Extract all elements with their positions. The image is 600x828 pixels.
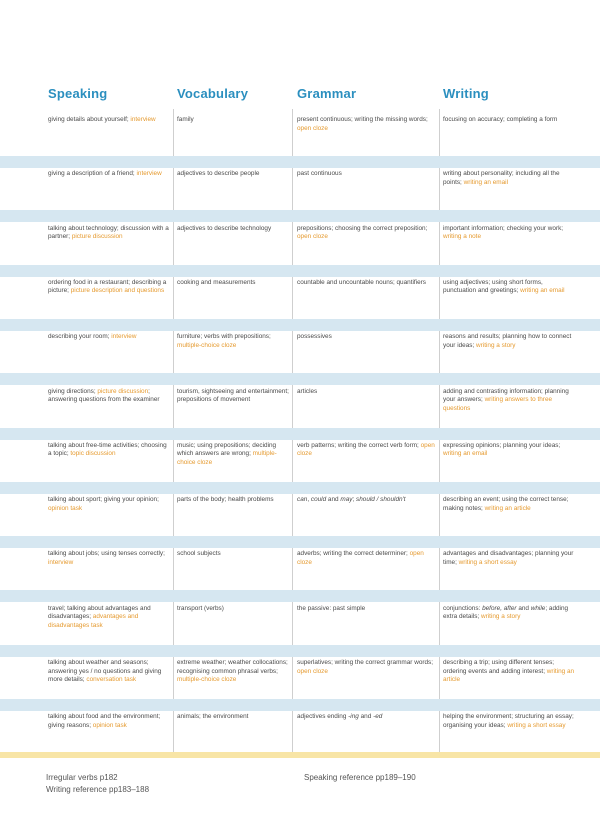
- cell-text: ,: [307, 496, 311, 504]
- cell-writing: [443, 333, 575, 371]
- cell-grammar: [297, 496, 437, 534]
- cell-writing: [443, 279, 575, 317]
- band-blue: [0, 699, 600, 711]
- cell-text: cooking and measurements: [177, 278, 256, 286]
- exam-task-label: writing an article: [443, 667, 575, 684]
- cell-text: focusing on accuracy; completing a form: [443, 116, 558, 123]
- cell-text: while: [530, 604, 546, 612]
- cell-vocabulary: [177, 333, 291, 371]
- cell-vocabulary: [177, 225, 291, 263]
- exam-task-label: interview: [111, 333, 137, 341]
- cell-text: could: [310, 496, 327, 504]
- band-yellow: [0, 752, 600, 758]
- cell-speaking: [48, 496, 170, 534]
- band-blue: [0, 373, 600, 385]
- cell-grammar: [297, 713, 437, 751]
- cell-speaking: [48, 279, 170, 317]
- cell-text: should / shouldn't: [356, 496, 406, 504]
- cell-speaking: [48, 333, 170, 371]
- band-blue: [0, 645, 600, 657]
- cell-text: extreme weather; weather collocations; recognising common phrasal verbs;: [177, 659, 288, 675]
- cell-grammar: [297, 116, 437, 154]
- cell-text: adverbs; writing the correct determiner;: [297, 550, 410, 558]
- cell-writing: [443, 496, 575, 534]
- cell-text: ; answering questions from the examiner: [48, 387, 160, 404]
- exam-task-label: writing a short essay: [507, 721, 566, 729]
- cell-vocabulary: [177, 388, 291, 426]
- cell-vocabulary: [177, 442, 291, 480]
- cell-speaking: [48, 442, 170, 480]
- header-speaking: Speaking: [48, 86, 108, 101]
- cell-text: advantages and disadvantages; planning your time;: [443, 550, 574, 566]
- footer-writing-reference: Writing reference pp183–188: [46, 785, 150, 794]
- cell-vocabulary: [177, 659, 291, 697]
- cell-vocabulary: [177, 170, 291, 208]
- cell-text: ordering food in a restaurant; describing a picture;: [48, 278, 167, 295]
- cell-text: talking about free-time activities; choosing a topic;: [48, 441, 167, 458]
- exam-task-label: writing an email: [443, 450, 488, 458]
- cell-text: music; using prepositions; deciding which answers are wrong;: [177, 441, 277, 458]
- cell-grammar: [297, 550, 437, 588]
- cell-text: furniture; verbs with prepositions;: [177, 333, 271, 341]
- cell-text: adjectives to describe people: [177, 170, 260, 178]
- cell-grammar: [297, 279, 437, 317]
- band-blue: [0, 590, 600, 602]
- cell-text: talking about technology; discussion with a partner;: [48, 224, 169, 241]
- exam-task-label: open cloze: [297, 233, 328, 241]
- cell-text: expressing opinions; planning your ideas;: [443, 441, 561, 449]
- exam-task-label: multiple-choice cloze: [177, 341, 237, 349]
- exam-task-label: writing an article: [484, 504, 531, 512]
- cell-text: writing about personality; including all the points;: [443, 170, 560, 186]
- cell-writing: [443, 170, 575, 208]
- exam-task-label: open cloze: [297, 124, 328, 132]
- cell-text: conjunctions:: [443, 604, 483, 612]
- cell-writing: [443, 605, 575, 643]
- cell-text: ; adding extra details;: [443, 604, 569, 621]
- cell-speaking: [48, 388, 170, 426]
- cell-grammar: [297, 225, 437, 263]
- exam-task-label: conversation task: [86, 676, 137, 684]
- exam-task-label: topic discussion: [70, 450, 116, 458]
- cell-speaking: [48, 170, 170, 208]
- cell-text: talking about weather and seasons; answering yes / no questions and giving more details;: [48, 659, 162, 684]
- cell-text: past continuous: [297, 170, 342, 178]
- band-blue: [0, 428, 600, 440]
- cell-speaking: [48, 713, 170, 751]
- cell-vocabulary: [177, 713, 291, 751]
- cell-text: before, after: [482, 604, 517, 612]
- cell-grammar: [297, 442, 437, 480]
- cell-text: adding and contrasting information; planning your answers;: [443, 387, 569, 404]
- exam-task-label: writing a short essay: [458, 558, 517, 566]
- cell-writing: [443, 659, 575, 697]
- header-vocabulary: Vocabulary: [177, 86, 249, 101]
- exam-task-label: writing an email: [463, 178, 509, 186]
- band-blue: [0, 156, 600, 168]
- cell-text: transport (verbs): [177, 604, 224, 612]
- band-blue: [0, 536, 600, 548]
- cell-writing: [443, 442, 575, 480]
- cell-text: and: [516, 604, 531, 612]
- cell-text: using adjectives; using short forms, punctuation and greetings;: [443, 278, 543, 295]
- band-blue: [0, 319, 600, 331]
- exam-task-label: writing a note: [443, 233, 482, 241]
- cell-text: and: [326, 496, 341, 504]
- footer-irregular-verbs: Irregular verbs p182: [46, 773, 118, 782]
- cell-text: adjectives ending: [297, 713, 349, 721]
- band-blue: [0, 265, 600, 277]
- cell-text: talking about sport; giving your opinion;: [48, 496, 159, 504]
- cell-vocabulary: [177, 605, 291, 643]
- cell-grammar: [297, 170, 437, 208]
- cell-speaking: [48, 225, 170, 263]
- cell-speaking: [48, 116, 170, 154]
- cell-vocabulary: [177, 496, 291, 534]
- cell-text: reasons and results; planning how to connect your ideas;: [443, 333, 572, 349]
- cell-writing: [443, 225, 575, 263]
- cell-text: and: [358, 713, 374, 721]
- cell-text: giving details about yourself;: [48, 116, 131, 123]
- cell-text: animals; the environment: [177, 713, 249, 721]
- cell-speaking: [48, 659, 170, 697]
- cell-text: prepositions; choosing the correct preposition;: [297, 224, 428, 232]
- exam-task-label: interview: [48, 558, 74, 566]
- cell-text: helping the environment; structuring an essay; organising your ideas;: [443, 713, 574, 729]
- cell-speaking: [48, 605, 170, 643]
- exam-task-label: advantages and disadvantages task: [48, 613, 139, 629]
- header-grammar: Grammar: [297, 86, 357, 101]
- exam-task-label: writing a story: [476, 341, 516, 349]
- cell-grammar: [297, 659, 437, 697]
- cell-text: -ed: [373, 713, 383, 721]
- cell-text: -ing: [348, 713, 359, 721]
- cell-text: the passive: past simple: [297, 604, 366, 612]
- exam-task-label: picture discussion: [97, 387, 149, 395]
- cell-text: present continuous; writing the missing words;: [297, 116, 428, 123]
- cell-text: adjectives to describe technology: [177, 224, 272, 232]
- footer-speaking-reference: Speaking reference pp189–190: [304, 773, 416, 782]
- cell-text: verb patterns; writing the correct verb form;: [297, 441, 421, 449]
- cell-text: describing an event; using the correct tense; making notes;: [443, 496, 569, 512]
- band-blue: [0, 210, 600, 222]
- cell-text: tourism, sightseeing and entertainment; prepositions of movement: [177, 387, 289, 404]
- cell-writing: [443, 713, 575, 751]
- cell-text: describing a trip; using different tenses; ordering events and adding interest;: [443, 659, 555, 675]
- cell-text: articles: [297, 387, 318, 395]
- cell-text: superlatives; writing the correct grammar words;: [297, 659, 434, 666]
- cell-text: family: [177, 116, 194, 123]
- cell-text: ;: [352, 496, 357, 504]
- cell-writing: [443, 116, 575, 154]
- cell-text: talking about food and the environment; giving reasons;: [48, 713, 161, 729]
- exam-task-label: opinion task: [48, 504, 83, 512]
- exam-task-label: open cloze: [297, 441, 435, 458]
- cell-text: giving directions;: [48, 387, 98, 395]
- cell-writing: [443, 550, 575, 588]
- cell-vocabulary: [177, 116, 291, 154]
- cell-vocabulary: [177, 279, 291, 317]
- band-blue: [0, 482, 600, 494]
- cell-speaking: [48, 550, 170, 588]
- header-writing: Writing: [443, 86, 489, 101]
- cell-vocabulary: [177, 550, 291, 588]
- cell-text: possessives: [297, 333, 332, 341]
- cell-text: talking about jobs; using tenses correctly;: [48, 550, 165, 558]
- cell-text: countable and uncountable nouns; quantifiers: [297, 278, 426, 286]
- cell-text: giving a description of a friend;: [48, 170, 137, 178]
- cell-text: may: [340, 496, 353, 504]
- exam-task-label: writing an email: [520, 287, 565, 295]
- cell-text: describing your room;: [48, 333, 112, 341]
- cell-text: parts of the body; health problems: [177, 496, 274, 504]
- exam-task-label: picture discussion: [71, 233, 123, 241]
- exam-task-label: opinion task: [92, 721, 127, 729]
- exam-task-label: picture description and questions: [70, 287, 165, 295]
- cell-writing: [443, 388, 575, 426]
- exam-task-label: interview: [136, 170, 162, 178]
- exam-task-label: open cloze: [297, 550, 424, 566]
- cell-text: school subjects: [177, 550, 221, 558]
- cell-grammar: [297, 605, 437, 643]
- exam-task-label: writing a story: [481, 613, 521, 621]
- exam-task-label: multiple-choice cloze: [177, 450, 277, 466]
- cell-grammar: [297, 333, 437, 371]
- exam-task-label: multiple-choice cloze: [177, 676, 237, 684]
- cell-text: important information; checking your work;: [443, 224, 564, 232]
- cell-text: travel; talking about advantages and disadvantages;: [48, 604, 151, 621]
- cell-text: can: [297, 496, 308, 504]
- exam-task-label: interview: [130, 116, 156, 123]
- cell-grammar: [297, 388, 437, 426]
- exam-task-label: open cloze: [297, 667, 328, 675]
- exam-task-label: writing answers to three questions: [443, 396, 553, 412]
